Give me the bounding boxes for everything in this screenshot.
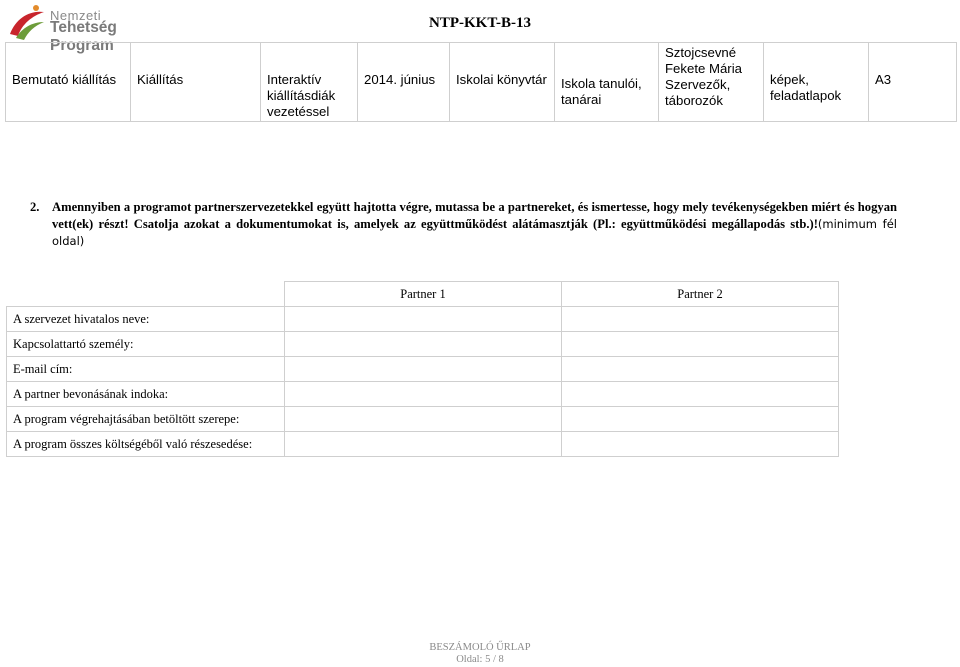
activity-cell: 2014. június: [358, 43, 450, 122]
partner-2-cell[interactable]: [562, 407, 839, 432]
question-number: 2.: [30, 200, 40, 214]
table-row: [7, 357, 839, 382]
table-row: [7, 382, 839, 407]
partner-2-cell[interactable]: [562, 332, 839, 357]
partner-1-cell[interactable]: [285, 382, 562, 407]
row-label: A program végrehajtásában betöltött szerepe:: [7, 407, 285, 432]
partner-header-row: [7, 282, 839, 307]
form-title: BESZÁMOLÓ ŰRLAP: [429, 642, 531, 653]
activity-cell: képek, feladatlapok: [764, 43, 869, 122]
activity-cell: Iskola tanulói, tanárai: [555, 43, 659, 122]
row-label: A partner bevonásának indoka:: [7, 382, 285, 407]
partner-1-cell[interactable]: [285, 432, 562, 457]
partner-2-header: Partner 2: [562, 282, 839, 307]
activity-row: [6, 43, 957, 122]
partner-2-cell[interactable]: [562, 432, 839, 457]
row-label: E-mail cím:: [7, 357, 285, 382]
row-label: A program összes költségéből való részesedése:: [7, 432, 285, 457]
activity-cell: Bemutató kiállítás: [6, 43, 131, 122]
table-row: [7, 307, 839, 332]
activity-cell: Interaktív kiállításdiák vezetéssel: [261, 43, 358, 122]
activity-cell: A3: [869, 43, 957, 122]
activity-table: [5, 42, 957, 122]
question-text: Amennyiben a programot partnerszervezetekkel együtt hajtotta végre, mutassa be a partnereket, és ismertesse, hogy mely tevékenységekben miért és hogyan vett(ek) részt! Csatolja azokat a dokumentumokat is, amelyek az együttműködést alátámasztják (Pl.: együttműködési megállapodás stb.)!: [52, 200, 897, 231]
question-2: [30, 199, 897, 250]
document-code: NTP-KKT-B-13: [429, 15, 531, 31]
question-note: (minimum fél oldal): [52, 217, 897, 248]
table-row: [7, 407, 839, 432]
activity-cell: Sztojcsevné Fekete Mária Szervezők, táborozók: [659, 43, 764, 122]
partner-2-cell[interactable]: [562, 382, 839, 407]
partner-1-cell[interactable]: [285, 357, 562, 382]
activity-cell: Kiállítás: [131, 43, 261, 122]
page-number: Oldal: 5 / 8: [456, 654, 504, 665]
row-label: A szervezet hivatalos neve:: [7, 307, 285, 332]
table-row: [7, 432, 839, 457]
partner-2-cell[interactable]: [562, 357, 839, 382]
partner-1-cell[interactable]: [285, 307, 562, 332]
partner-1-cell[interactable]: [285, 407, 562, 432]
partner-2-cell[interactable]: [562, 307, 839, 332]
partner-1-cell[interactable]: [285, 332, 562, 357]
activity-cell: Iskolai könyvtár: [450, 43, 555, 122]
row-label: Kapcsolattartó személy:: [7, 332, 285, 357]
table-row: [7, 332, 839, 357]
logo-line2: Tehetség Program: [50, 19, 117, 54]
logo-line1: Nemzeti: [50, 8, 102, 23]
partner-1-header: Partner 1: [285, 282, 562, 307]
header-blank-cell: [7, 282, 285, 307]
partner-table: [6, 281, 839, 457]
